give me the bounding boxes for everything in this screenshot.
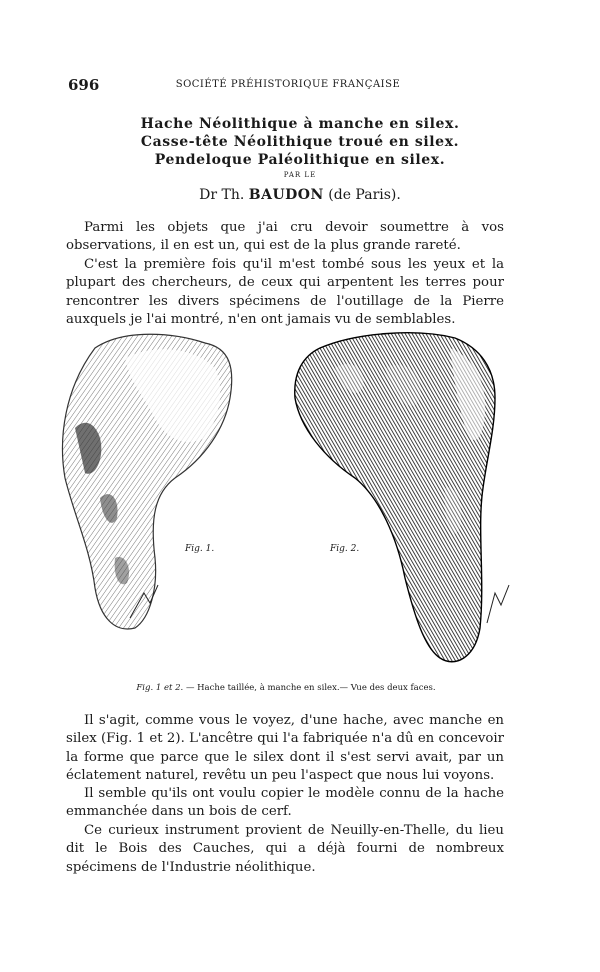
caption-text: — Hache taillée, à manche en silex.— Vue des deux faces.	[185, 683, 436, 693]
byline: PAR LE	[283, 171, 317, 179]
paragraph-description-text: Il s'agit, comme vous le voyez, d'une hache, avec manche en silex (Fig. 1 et 2). L'ancêtre qui l'a fabriquée n'a dû en concevoir la forme que parce que le silex dont il s'est servi avait, par un éclatement naturel, revêtu un peu l'aspect que nous lui voyons.	[66, 713, 504, 784]
paragraph-intro-text: Parmi les objets que j'ai cru devoir soumettre à vos observations, il en est un, qui est de la plus grande rareté.	[66, 220, 504, 254]
caption-fig-number: Fig. 1 et 2.	[136, 683, 184, 693]
author-line	[80, 187, 520, 203]
article-title-line-3: Pendeloque Paléolithique en silex.	[154, 152, 446, 168]
author-suffix: (de Paris).	[328, 187, 401, 203]
paragraph-rarity	[66, 256, 504, 330]
paragraph-model-text: Il semble qu'ils ont voulu copier le modèle connu de la hache emmanchée dans un bois de cerf.	[66, 786, 504, 820]
paragraph-provenance	[66, 822, 504, 877]
fig1-label: Fig. 1.	[185, 544, 215, 554]
figure-hand-axe	[55, 328, 540, 678]
page-number: 696	[68, 76, 100, 94]
article-title-line-2: Casse-tête Néolithique troué en silex.	[140, 134, 460, 150]
article-title-line-1: Hache Néolithique à manche en silex.	[140, 116, 460, 132]
paragraph-description	[66, 712, 504, 786]
author-prefix: Dr Th.	[199, 187, 245, 203]
paragraph-intro	[66, 219, 504, 256]
running-head	[68, 76, 508, 96]
hand-axe-illustration	[55, 328, 540, 678]
journal-name: SOCIÉTÉ PRÉHISTORIQUE FRANÇAISE	[175, 79, 401, 90]
paragraph-rarity-text: C'est la première fois qu'il m'est tombé sous les yeux et la plupart des chercheurs, de ceux qui arpentent les terres pour rencontrer les divers spécimens de l'outillage de la Pierre auxquels je l'ai montré, n'en ont jamais vu de semblables.	[66, 257, 504, 328]
fig1-drawing	[63, 334, 232, 629]
fig2-drawing	[295, 333, 509, 662]
paragraph-model	[66, 785, 504, 822]
figure-caption	[66, 683, 506, 693]
paragraph-provenance-text: Ce curieux instrument provient de Neuilly-en-Thelle, du lieu dit le Bois des Cauches, qui a déjà fourni de nombreux spécimens de l'Industrie néolithique.	[66, 823, 504, 875]
author-surname: BAUDON	[248, 187, 324, 203]
fig2-label: Fig. 2.	[330, 544, 360, 554]
